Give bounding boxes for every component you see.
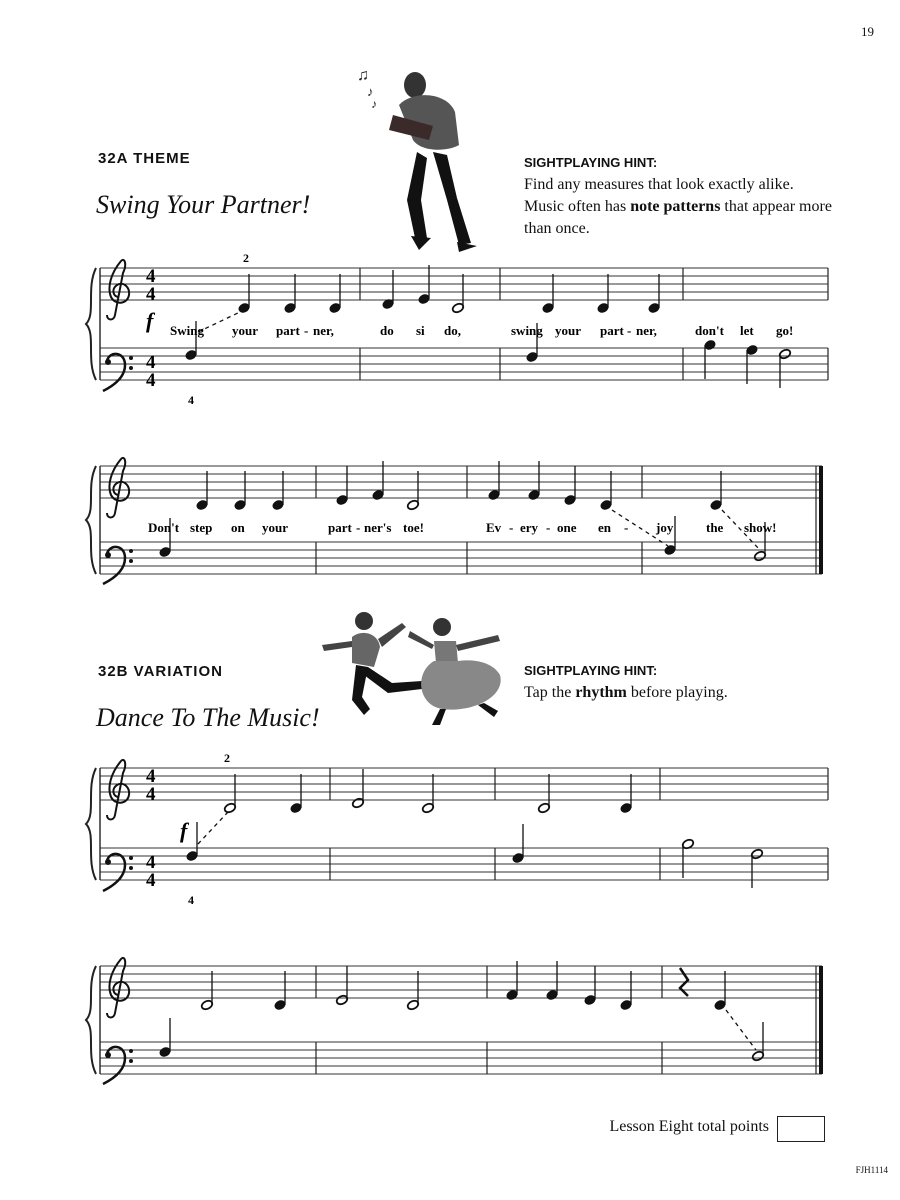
lyric-word: -: [546, 520, 551, 535]
brace-icon: [86, 268, 96, 380]
lyric-word: joy: [656, 520, 674, 535]
time-signature-bottom: 4: [146, 284, 156, 305]
treble-clef-icon: [107, 958, 129, 1018]
piece-title-32a: Swing Your Partner!: [96, 190, 311, 219]
lyric-word: swing: [511, 323, 543, 338]
hint-text-end: that appear more than once.: [524, 198, 832, 237]
dynamic-marking: f: [180, 818, 188, 843]
brace-icon: [86, 466, 96, 574]
lyric-word: Swing: [170, 323, 204, 338]
lyric-word: part: [328, 520, 352, 535]
treble-clef-icon: [107, 260, 129, 320]
lyric-word: toe!: [403, 520, 424, 535]
lyric-word: -: [509, 520, 514, 535]
time-signature-top: 4: [146, 352, 156, 373]
lyric-word: don't: [695, 323, 724, 338]
total-points-box[interactable]: [777, 1116, 825, 1142]
time-signature-bottom: 4: [146, 784, 156, 805]
brace-icon: [86, 966, 96, 1074]
lyric-word: -: [356, 520, 361, 535]
page-number: 19: [861, 24, 874, 39]
lyric-word: -: [304, 323, 309, 338]
lyric-word: Ev: [486, 520, 502, 535]
lyrics-line-1: [170, 323, 793, 338]
time-signature-top: 4: [146, 266, 156, 287]
lyric-word: the: [706, 520, 724, 535]
hint-text: Find any measures that look exactly alike. Music often has: [524, 176, 794, 215]
lyric-word: si: [416, 323, 425, 338]
total-points-label: Lesson Eight total points: [609, 1118, 769, 1135]
lyric-word: one: [557, 520, 577, 535]
time-signature-bottom: 4: [146, 370, 156, 391]
lyric-word: -: [624, 520, 629, 535]
lyric-word: your: [232, 323, 258, 338]
lyric-word: ery: [520, 520, 539, 535]
bass-clef-icon: [103, 547, 133, 584]
notes-system-2: [159, 461, 767, 562]
lyric-word: en: [598, 520, 611, 535]
lyric-word: do,: [444, 323, 461, 338]
notes-system-4: [159, 961, 765, 1062]
lyric-word: step: [190, 520, 213, 535]
lyric-word: -: [627, 323, 632, 338]
time-signature-bottom: 4: [146, 870, 156, 891]
lyric-word: your: [262, 520, 288, 535]
svg-text:♪: ♪: [371, 97, 377, 111]
treble-clef-icon: [107, 458, 129, 518]
hint-bold-text: note patterns: [630, 198, 721, 215]
lyric-word: show!: [744, 520, 777, 535]
svg-text:♪: ♪: [367, 84, 374, 99]
hint-title: SIGHTPLAYING HINT:: [524, 155, 658, 170]
notes-system-3: [186, 769, 764, 888]
fingering-number: 2: [224, 751, 230, 765]
lyric-word: ner's: [364, 520, 392, 535]
piece-title-32b: Dance To The Music!: [96, 703, 320, 732]
lyric-word: part: [600, 323, 624, 338]
lyric-word: do: [380, 323, 394, 338]
lyric-word: Don't: [148, 520, 180, 535]
time-signature-top: 4: [146, 766, 156, 787]
hint-text: Tap the: [524, 684, 576, 701]
lyric-word: go!: [776, 323, 794, 338]
lyric-word: ner,: [636, 323, 657, 338]
fingering-number: 4: [188, 393, 194, 407]
lyric-word: on: [231, 520, 245, 535]
hint-text-end: before playing.: [626, 684, 728, 701]
lyric-word: part: [276, 323, 300, 338]
svg-text:♫: ♫: [357, 67, 369, 84]
lyric-word: your: [555, 323, 581, 338]
brace-icon: [86, 768, 96, 880]
staff-system-4: [86, 966, 822, 1074]
lyric-word: let: [740, 323, 754, 338]
book-code: FJH1114: [855, 1165, 888, 1175]
dynamic-marking: f: [146, 308, 154, 333]
bass-clef-icon: [103, 1047, 133, 1084]
fingering-number: 4: [188, 893, 194, 907]
lyric-word: ner,: [313, 323, 334, 338]
time-signature-top: 4: [146, 852, 156, 873]
hint-title: SIGHTPLAYING HINT:: [524, 663, 658, 678]
section-32b-label: 32B VARIATION: [98, 663, 223, 680]
fingering-number: 2: [243, 251, 249, 265]
lyrics-line-2: [148, 520, 777, 535]
section-32a-label: 32A THEME: [98, 150, 191, 167]
treble-clef-icon: [107, 760, 129, 820]
hint-bold-text: rhythm: [575, 684, 627, 701]
